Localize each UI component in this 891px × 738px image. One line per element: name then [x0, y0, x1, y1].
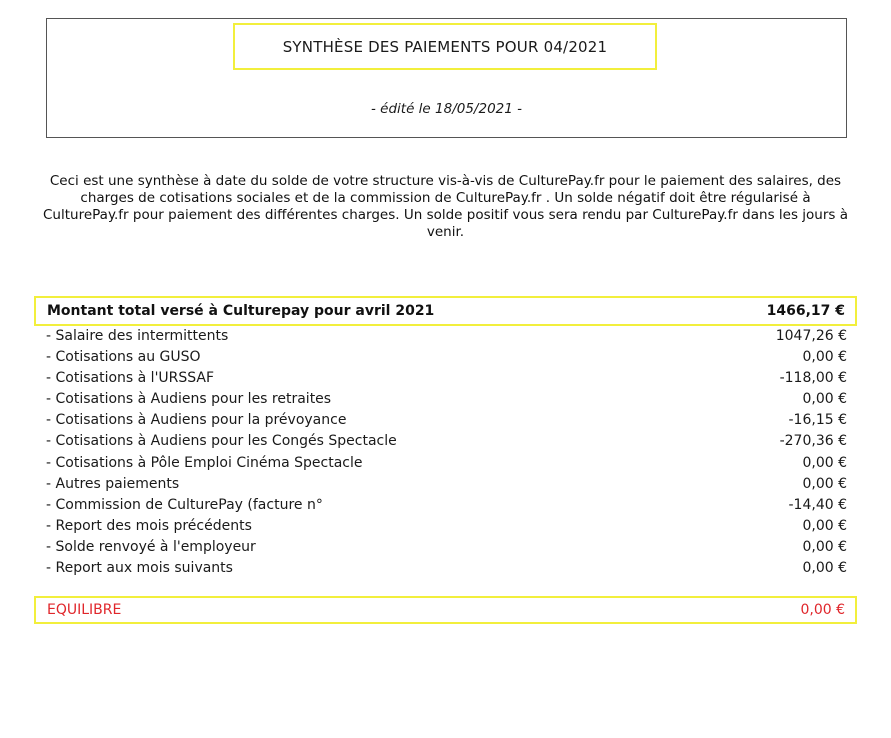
line-amount: -14,40 €: [788, 496, 847, 513]
line-amount: 1047,26 €: [775, 328, 847, 344]
equilibre-row: [34, 596, 857, 624]
total-label: Montant total versé à Culturepay pour avril 2021: [47, 303, 435, 319]
payment-lines: [46, 326, 847, 579]
line-label: - Cotisations à Audiens pour la prévoyance: [46, 412, 347, 429]
line-item: [46, 389, 847, 410]
line-amount: 0,00 €: [802, 391, 847, 408]
line-amount: 0,00 €: [802, 538, 847, 555]
line-label: - Commission de CulturePay (facture n°: [46, 496, 323, 513]
line-label: - Cotisations à Pôle Emploi Cinéma Spectacle: [46, 454, 363, 471]
line-item: [46, 453, 847, 474]
line-amount: 0,00 €: [802, 454, 847, 471]
line-amount: 0,00 €: [802, 560, 847, 577]
line-item: [46, 368, 847, 389]
line-amount: -118,00 €: [779, 370, 847, 387]
line-item: [46, 410, 847, 431]
page-title: SYNTHÈSE DES PAIEMENTS POUR 04/2021: [282, 37, 608, 56]
intro-paragraph: Ceci est une synthèse à date du solde de votre structure vis-à-vis de CulturePay.fr pour le paiement des salaires, des charges de cotisations sociales et de la commission de CulturePay.fr . Un solde négatif doit être régularisé à CulturePay.fr pour paiement des différentes charges. Un solde positif vous sera rendu par CulturePay.fr dans les jours à venir.: [43, 173, 848, 240]
line-amount: 0,00 €: [802, 475, 847, 492]
line-label: - Autres paiements: [46, 475, 180, 492]
equilibre-amount: 0,00 €: [800, 602, 845, 618]
edited-date: - édité le 18/05/2021 -: [371, 101, 522, 117]
line-item: [46, 347, 847, 368]
line-item: [46, 495, 847, 516]
line-item: [46, 326, 847, 347]
line-label: - Salaire des intermittents: [46, 328, 229, 344]
line-item: [46, 431, 847, 452]
header-box: [46, 18, 847, 138]
line-label: - Report aux mois suivants: [46, 560, 233, 577]
line-label: - Solde renvoyé à l'employeur: [46, 538, 256, 555]
line-item: [46, 558, 847, 579]
line-item: [46, 474, 847, 495]
line-item: [46, 516, 847, 537]
line-label: - Cotisations à Audiens pour les Congés Spectacle: [46, 433, 397, 450]
line-label: - Cotisations au GUSO: [46, 349, 201, 366]
line-amount: 0,00 €: [802, 517, 847, 534]
line-amount: -16,15 €: [788, 412, 847, 429]
line-amount: -270,36 €: [779, 433, 847, 450]
title-highlight: [233, 23, 657, 70]
line-label: - Cotisations à Audiens pour les retraites: [46, 391, 332, 408]
line-amount: 0,00 €: [802, 349, 847, 366]
line-item: [46, 537, 847, 558]
total-row: [34, 296, 857, 326]
equilibre-label: EQUILIBRE: [47, 602, 122, 618]
line-label: - Report des mois précédents: [46, 517, 252, 534]
line-label: - Cotisations à l'URSSAF: [46, 370, 215, 387]
total-amount: 1466,17 €: [766, 303, 845, 319]
